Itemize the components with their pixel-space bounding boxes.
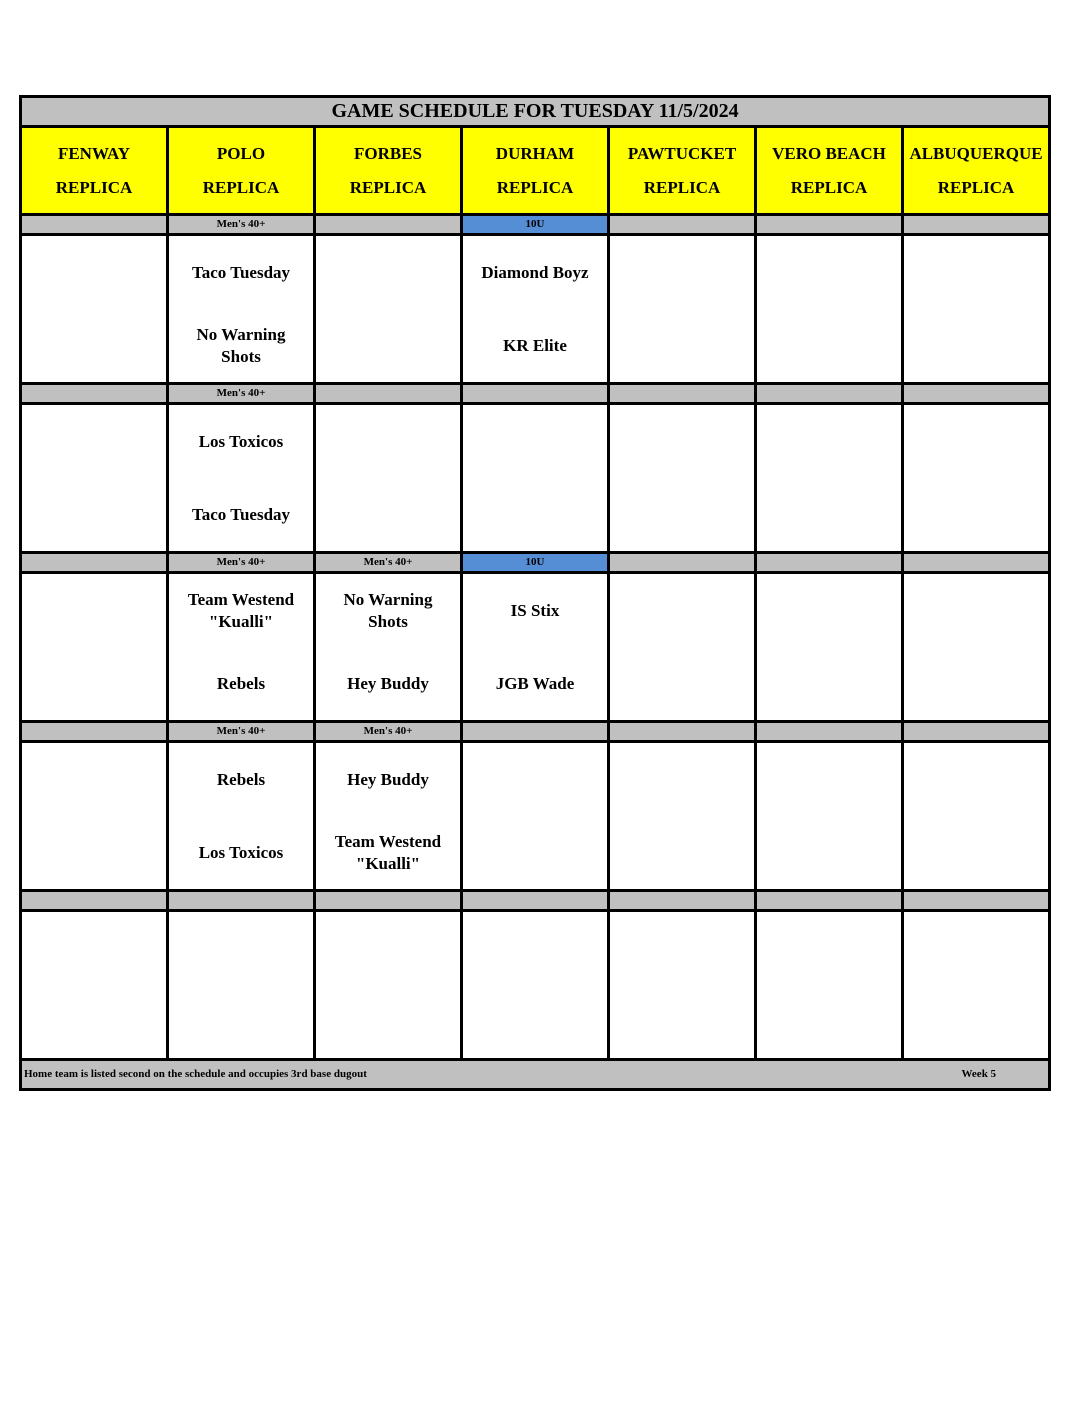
home-team [22, 478, 166, 551]
game-cell [609, 742, 756, 891]
game-cell [609, 404, 756, 553]
division-label [903, 384, 1050, 404]
division-label: 10U [462, 553, 609, 573]
division-label [21, 891, 168, 911]
game-cell [168, 573, 315, 722]
game-cell [903, 573, 1050, 722]
away-team [463, 405, 607, 478]
home-team: Team Westend "Kualli" [334, 831, 442, 873]
division-label [21, 553, 168, 573]
game-cell [315, 404, 462, 553]
division-label: Men's 40+ [168, 215, 315, 235]
division-label [903, 722, 1050, 742]
home-team [904, 816, 1048, 889]
game-cell [903, 235, 1050, 384]
game-row [21, 742, 1050, 891]
game-cell [168, 742, 315, 891]
division-row [21, 891, 1050, 911]
away-team: IS Stix [510, 600, 560, 620]
game-cell [21, 573, 168, 722]
division-label [609, 553, 756, 573]
game-cell [315, 573, 462, 722]
away-team [610, 405, 754, 478]
home-team [610, 816, 754, 889]
home-team [904, 647, 1048, 720]
home-team [22, 816, 166, 889]
week-label: Week 5 [961, 1068, 997, 1080]
division-label [756, 891, 903, 911]
game-row [21, 573, 1050, 722]
away-team [904, 236, 1048, 309]
home-team: Taco Tuesday [191, 504, 291, 524]
field-subtitle: REPLICA [349, 177, 427, 197]
division-label [609, 891, 756, 911]
away-team: Team Westend "Kualli" [187, 589, 295, 631]
game-cell [462, 235, 609, 384]
away-team [316, 912, 460, 985]
home-team [22, 647, 166, 720]
home-team [463, 985, 607, 1058]
game-cell [21, 404, 168, 553]
division-row [21, 384, 1050, 404]
division-label [903, 215, 1050, 235]
away-team [610, 574, 754, 647]
game-cell [462, 573, 609, 722]
home-team [22, 985, 166, 1058]
division-label: Men's 40+ [315, 722, 462, 742]
home-team: Los Toxicos [198, 842, 284, 862]
home-team [757, 816, 901, 889]
away-team [316, 405, 460, 478]
field-subtitle: REPLICA [202, 177, 280, 197]
home-team [610, 478, 754, 551]
away-team: Taco Tuesday [191, 262, 291, 282]
home-team [757, 309, 901, 382]
field-header-row [21, 127, 1050, 215]
division-row [21, 553, 1050, 573]
home-team [904, 478, 1048, 551]
footer-row [21, 1060, 1050, 1090]
division-label [903, 891, 1050, 911]
away-team [757, 236, 901, 309]
away-team [904, 405, 1048, 478]
away-team [757, 743, 901, 816]
home-team [610, 647, 754, 720]
division-label [21, 384, 168, 404]
away-team [22, 405, 166, 478]
field-name: FENWAY [57, 143, 131, 163]
game-cell [756, 404, 903, 553]
game-cell [21, 742, 168, 891]
division-label [756, 215, 903, 235]
division-label [609, 722, 756, 742]
away-team [904, 912, 1048, 985]
home-team [904, 985, 1048, 1058]
away-team [610, 743, 754, 816]
home-team [757, 647, 901, 720]
game-cell [609, 911, 756, 1060]
field-subtitle: REPLICA [643, 177, 721, 197]
home-team-note: Home team is listed second on the schedule and occupies 3rd base dugout [24, 1068, 367, 1080]
field-name: POLO [216, 143, 266, 163]
game-cell [168, 404, 315, 553]
game-cell [756, 573, 903, 722]
field-subtitle: REPLICA [937, 177, 1015, 197]
home-team [316, 309, 460, 382]
away-team [22, 912, 166, 985]
home-team [610, 309, 754, 382]
division-row [21, 722, 1050, 742]
home-team [316, 478, 460, 551]
away-team [757, 912, 901, 985]
game-cell [21, 235, 168, 384]
away-team [22, 574, 166, 647]
field-subtitle: REPLICA [496, 177, 574, 197]
field-header-forbes [315, 127, 462, 215]
away-team [610, 236, 754, 309]
game-cell [168, 235, 315, 384]
game-cell [756, 742, 903, 891]
away-team [610, 912, 754, 985]
game-cell [462, 404, 609, 553]
away-team: Rebels [216, 769, 266, 789]
division-label: 10U [462, 215, 609, 235]
game-row [21, 404, 1050, 553]
division-label [609, 384, 756, 404]
home-team [463, 816, 607, 889]
schedule-table [19, 95, 1051, 1091]
division-label: Men's 40+ [168, 553, 315, 573]
game-cell [168, 911, 315, 1060]
division-label [609, 215, 756, 235]
home-team [757, 478, 901, 551]
game-cell [315, 235, 462, 384]
division-label [462, 384, 609, 404]
division-label: Men's 40+ [168, 384, 315, 404]
game-cell [462, 742, 609, 891]
game-cell [609, 235, 756, 384]
home-team [610, 985, 754, 1058]
field-name: PAWTUCKET [627, 143, 737, 163]
away-team [22, 236, 166, 309]
home-team: JGB Wade [495, 673, 575, 693]
division-label [756, 553, 903, 573]
division-label [756, 384, 903, 404]
field-header-fenway [21, 127, 168, 215]
division-label [21, 722, 168, 742]
away-team [316, 236, 460, 309]
field-header-polo [168, 127, 315, 215]
game-cell [315, 911, 462, 1060]
division-label [21, 215, 168, 235]
field-subtitle: REPLICA [790, 177, 868, 197]
division-label [756, 722, 903, 742]
division-label [903, 553, 1050, 573]
away-team [463, 912, 607, 985]
field-header-durham [462, 127, 609, 215]
game-cell [903, 911, 1050, 1060]
away-team [757, 405, 901, 478]
away-team: No Warning Shots [343, 589, 433, 631]
division-label [315, 384, 462, 404]
home-team: Rebels [216, 673, 266, 693]
home-team: No Warning Shots [196, 324, 286, 366]
game-cell [903, 404, 1050, 553]
away-team [904, 743, 1048, 816]
field-subtitle: REPLICA [55, 177, 133, 197]
game-cell [756, 911, 903, 1060]
home-team: Hey Buddy [347, 673, 429, 693]
home-team [757, 985, 901, 1058]
game-cell [21, 911, 168, 1060]
division-label [462, 722, 609, 742]
home-team [22, 309, 166, 382]
away-team [169, 912, 313, 985]
away-team: Los Toxicos [198, 431, 284, 451]
game-cell [315, 742, 462, 891]
home-team: KR Elite [503, 335, 567, 355]
away-team: Hey Buddy [347, 769, 429, 789]
game-cell [462, 911, 609, 1060]
home-team [169, 985, 313, 1058]
field-header-pawtucket [609, 127, 756, 215]
field-name: VERO BEACH [772, 143, 886, 163]
division-label [315, 891, 462, 911]
footer-cell [21, 1060, 1050, 1090]
game-row [21, 235, 1050, 384]
game-row [21, 911, 1050, 1060]
away-team [22, 743, 166, 816]
division-label [168, 891, 315, 911]
away-team [463, 743, 607, 816]
away-team [904, 574, 1048, 647]
division-label: Men's 40+ [168, 722, 315, 742]
home-team [904, 309, 1048, 382]
field-header-albuquerque [903, 127, 1050, 215]
away-team [757, 574, 901, 647]
schedule-title: GAME SCHEDULE FOR TUESDAY 11/5/2024 [21, 97, 1050, 127]
field-header-vero-beach [756, 127, 903, 215]
field-name: ALBUQUERQUE [909, 143, 1043, 163]
division-label: Men's 40+ [315, 553, 462, 573]
division-label [462, 891, 609, 911]
game-cell [756, 235, 903, 384]
division-label [315, 215, 462, 235]
division-row [21, 215, 1050, 235]
home-team [316, 985, 460, 1058]
home-team [463, 478, 607, 551]
field-name: DURHAM [495, 143, 575, 163]
game-cell [903, 742, 1050, 891]
game-cell [609, 573, 756, 722]
away-team: Diamond Boyz [481, 262, 589, 282]
field-name: FORBES [353, 143, 423, 163]
